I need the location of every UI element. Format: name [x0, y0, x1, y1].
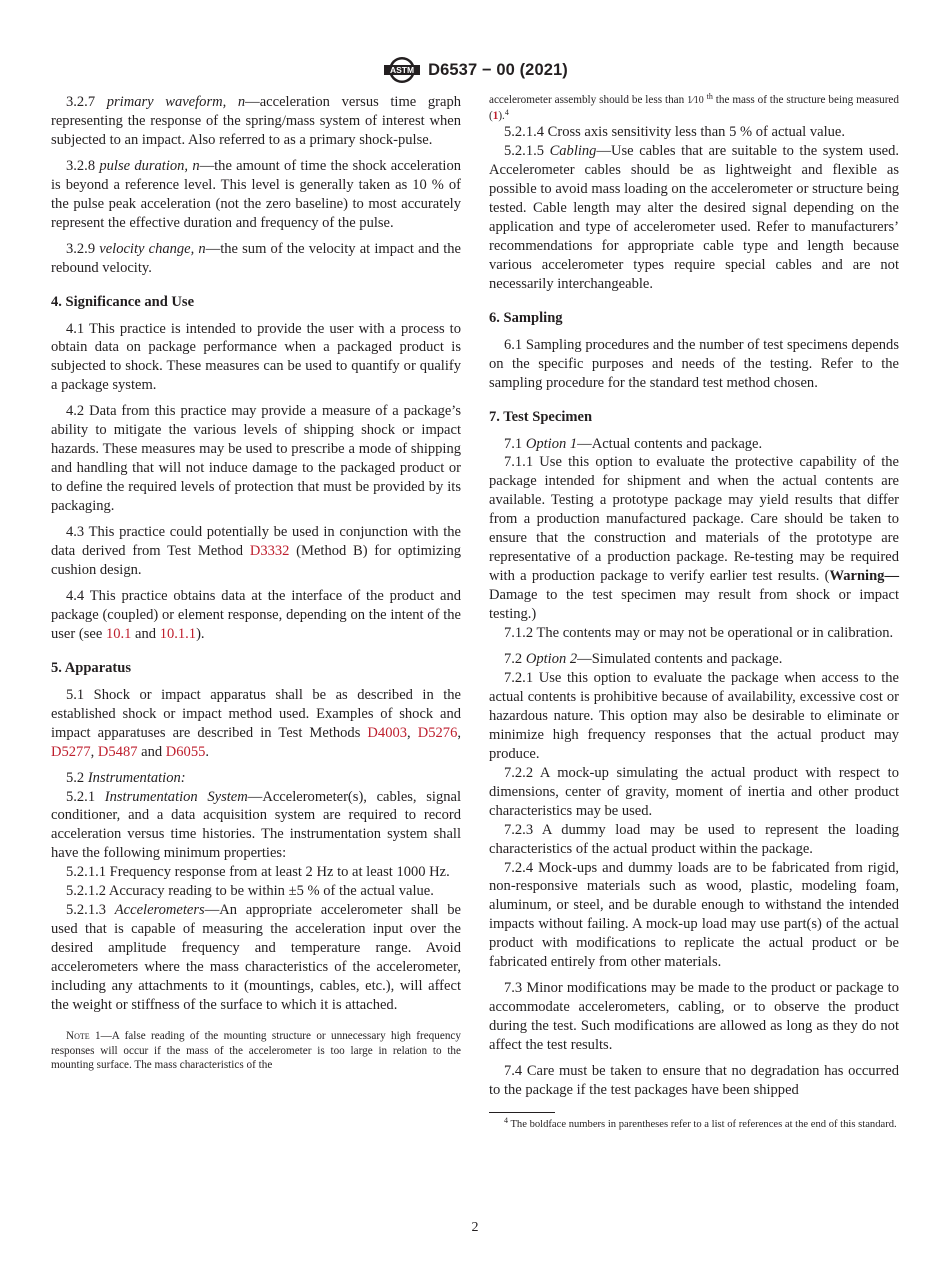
paragraph-7-1-2: 7.1.2 The contents may or may not be operational or in calibration. [504, 625, 894, 642]
footnote-marker: 4 [504, 107, 509, 117]
link-d5487[interactable]: D5487 [97, 743, 138, 760]
reference-link-1[interactable]: 1 [492, 109, 499, 122]
paragraph-4-4: 4.4 This practice obtains data at the interface of the product and package (coupled) or element response, depending on the intent of the user (see 10.1 and 10.1.1). [51, 587, 461, 642]
link-d3332[interactable]: D3332 [249, 543, 290, 560]
paragraph-6-1: 6.1 Sampling procedures and the number of test specimens depends on the specific purposes and needs of the testing. Refer to the sampling procedure for the standard test method chosen. [489, 336, 899, 391]
link-d4003[interactable]: D4003 [367, 724, 408, 741]
paragraph-4-2: 4.2 Data from this practice may provide a measure of a package’s ability to mitigate the various levels of shipping shock or impact hazards. These measures may be used to prescribe a mode of shipping and handling that will not induce damage to the packaged product or to define the required levels of protection that must be provided by its packaging. [51, 403, 461, 515]
footnote-divider [489, 1112, 555, 1113]
paragraph-5-2-1-4: 5.2.1.4 Cross axis sensitivity less than 5 % of actual value. [504, 124, 845, 141]
page-number: 2 [471, 1220, 479, 1235]
paragraph-4-1: 4.1 This practice is intended to provide the user with a process to obtain data on package performance when a packaged product is subjected to shock. These measures can be used to quantify or qualify a package system. [51, 320, 461, 394]
paragraph-5-2-1: 5.2.1 Instrumentation System—Accelerometer(s), cables, signal conditioner, and a data acquisition system are required to record acceleration versus time histories. The instrumentation system shall have the following minimum properties: [51, 788, 461, 862]
link-d5276[interactable]: D5276 [417, 724, 458, 741]
page-header [0, 56, 950, 84]
section-heading-significance: 4. Significance and Use [51, 293, 195, 310]
paragraph-7-2-1: 7.2.1 Use this option to evaluate the package when access to the actual contents is prohibitive because of availability, excessive cost or hazardous nature. This option may also be desirable to eliminate or minimize high frequency responses that the actual product may produce. [489, 669, 899, 762]
paragraph-3-2-9: 3.2.9 velocity change, n—the sum of the velocity at impact and the rebound velocity. [51, 240, 462, 276]
section-heading-test-specimen: 7. Test Specimen [489, 408, 593, 425]
link-10-1-1[interactable]: 10.1.1 [159, 625, 197, 642]
paragraph-5-2: 5.2 Instrumentation: [66, 769, 186, 786]
paragraph-5-1: 5.1 Shock or impact apparatus shall be as described in the established shock or impact method used. Examples of shock and impact apparatuses are described in Test Methods D4003, D5276, D5277, D5487 and D6055. [51, 686, 461, 760]
link-10-1[interactable]: 10.1 [105, 625, 132, 642]
paragraph-7-2-2: 7.2.2 A mock-up simulating the actual product with respect to dimensions, center of gravity, moment of inertia and other product characteristics may be used. [489, 764, 899, 819]
paragraph-3-2-7: 3.2.7 primary waveform, n—acceleration versus time graph representing the response of the spring/mass system of interest when subjected to an impact. Also referred to as a primary shock-pulse. [51, 94, 461, 148]
paragraph-7-2-3: 7.2.3 A dummy load may be used to represent the loading characteristics of the actual product within the package. [489, 821, 899, 857]
section-heading-sampling: 6. Sampling [489, 309, 563, 326]
paragraph-3-2-8: 3.2.8 pulse duration, n—the amount of time the shock acceleration is beyond a reference level. This level is generally taken as 10 % of the pulse peak acceleration (not the zero baseline) to most accurately represent the effective duration and frequency of the pulse. [51, 157, 461, 231]
link-d6055[interactable]: D6055 [165, 743, 206, 760]
paragraph-4-3: 4.3 This practice could potentially be used in conjunction with the data derived from Test Method D3332 (Method B) for optimizing cushion design. [51, 524, 462, 578]
paragraph-7-2-4: 7.2.4 Mock-ups and dummy loads are to be fabricated from rigid, non-responsive materials such as wood, plastic, modeling foam, aluminum, or steel, and be durable enough to withstand the intended impacts without failing. A mock-up load may use part(s) of the actual product with modifications to replicate the actual product or be fabricated entirely from other materials. [489, 859, 899, 971]
note-1-continued: accelerometer assembly should be less than 1⁄10 $^{th}$ the mass of the structure being measured (1).$^4$ [489, 92, 899, 122]
astm-logo-icon [382, 56, 422, 84]
paragraph-7-2: 7.2 Option 2—Simulated contents and package. [504, 651, 783, 668]
footnote-4: $^4$ The boldface numbers in parentheses refer to a list of references at the end of this standard. [504, 1115, 897, 1130]
paragraph-7-1: 7.1 Option 1—Actual contents and package. [504, 435, 763, 452]
paragraph-7-1-1: 7.1.1 Use this option to evaluate the protective capability of the package intended for shipment and when the actual contents are available. Testing a prototype package may yield results that differ from a production manufactured package. Care should be taken to ensure that the construction and materials of the prototype are representative of a production package. Re-testing may be required with a production package to verify earlier test results. (Warning—Damage to the test specimen may result from shock or impact testing.) [489, 454, 899, 623]
paragraph-5-2-1-3: 5.2.1.3 Accelerometers—An appropriate accelerometer shall be used that is capable of measuring the acceleration input over the desired amplitude frequency and temperature range. Avoid accelerometers where the mass characteristics of the accelerometer, including any attachments to it (mountings, cables, etc.), will affect the weight or stiffness of the surface to which it is attached. [51, 902, 461, 1013]
svg-text:ASTM: ASTM [390, 65, 415, 76]
paragraph-5-2-1-5: 5.2.1.5 Cabling—Use cables that are suitable to the system used. Accelerometer cables should be as lightweight and flexible as possible to avoid mass loading on the accelerometer or structure being tested. Cable length may alter the desired signal depending on the application and type of accelerometer used. Refer to manufacturers’ recommendations for appropriate cable type and length because various accelerometer types require special cables and are not necessarily interchangeable. [489, 143, 899, 292]
link-d5277[interactable]: D5277 [51, 743, 91, 760]
document-designation: D6537 − 00 (2021) [428, 60, 568, 79]
note-1: Note 1—A false reading of the mounting structure or unnecessary high frequency responses will occur if the mass of the accelerometer is too large in relation to the mounting surface. The mass characteristics of the [51, 1029, 461, 1072]
paragraph-7-4: 7.4 Care must be taken to ensure that no degradation has occurred to the package if the test packages have been shipped [489, 1063, 899, 1098]
section-heading-apparatus: 5. Apparatus [51, 659, 132, 676]
right-column [489, 93, 899, 1132]
left-column [51, 93, 461, 1073]
paragraph-5-2-1-1: 5.2.1.1 Frequency response from at least 2 Hz to at least 1000 Hz. [66, 864, 450, 881]
paragraph-5-2-1-2: 5.2.1.2 Accuracy reading to be within ±5 % of the actual value. [66, 883, 434, 900]
paragraph-7-3: 7.3 Minor modifications may be made to the product or package to accommodate accelerometers, cabling, or to observe the product during the test. Such modifications are allowed as long as they do not affect the test results. [489, 980, 899, 1054]
